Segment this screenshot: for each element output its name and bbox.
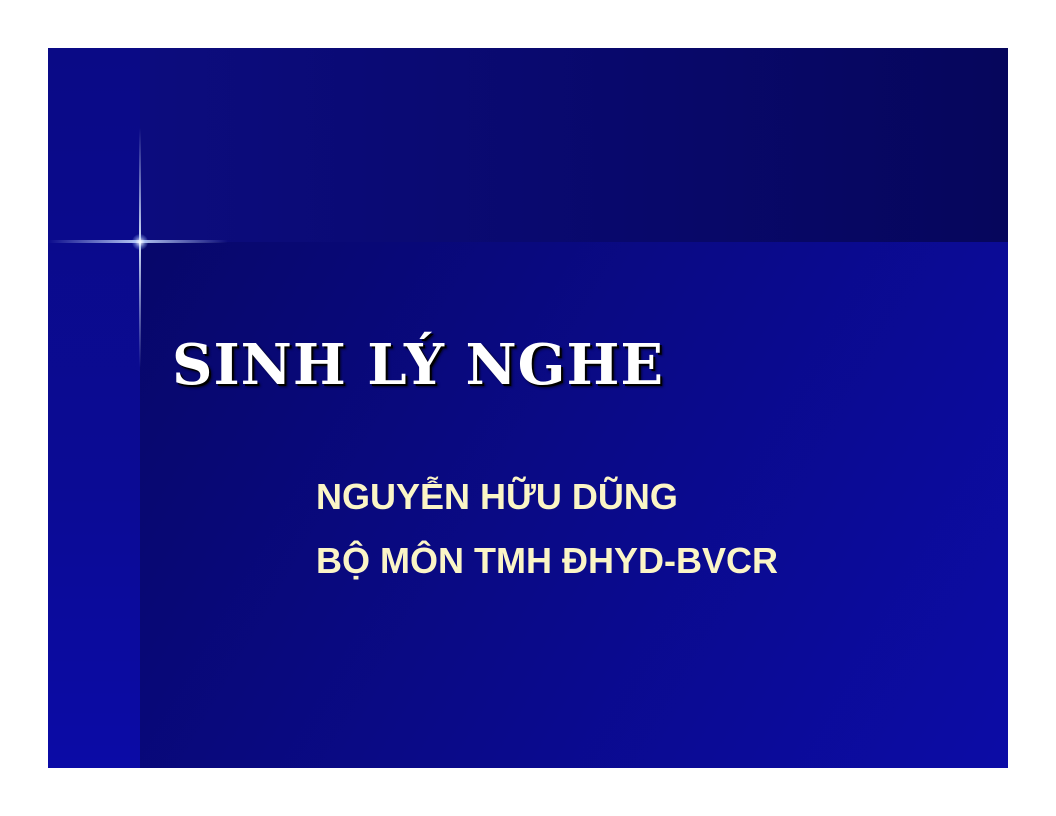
slide-title: SINH LÝ NGHE: [172, 332, 665, 398]
light-flare-star-icon: [132, 234, 148, 250]
left-accent-strip: [48, 48, 140, 768]
author-name: NGUYỄN HỮU DŨNG: [316, 476, 678, 517]
top-band: [140, 48, 1008, 242]
department-name: BỘ MÔN TMH ĐHYD-BVCR: [316, 540, 778, 581]
title-slide: [48, 48, 1008, 768]
